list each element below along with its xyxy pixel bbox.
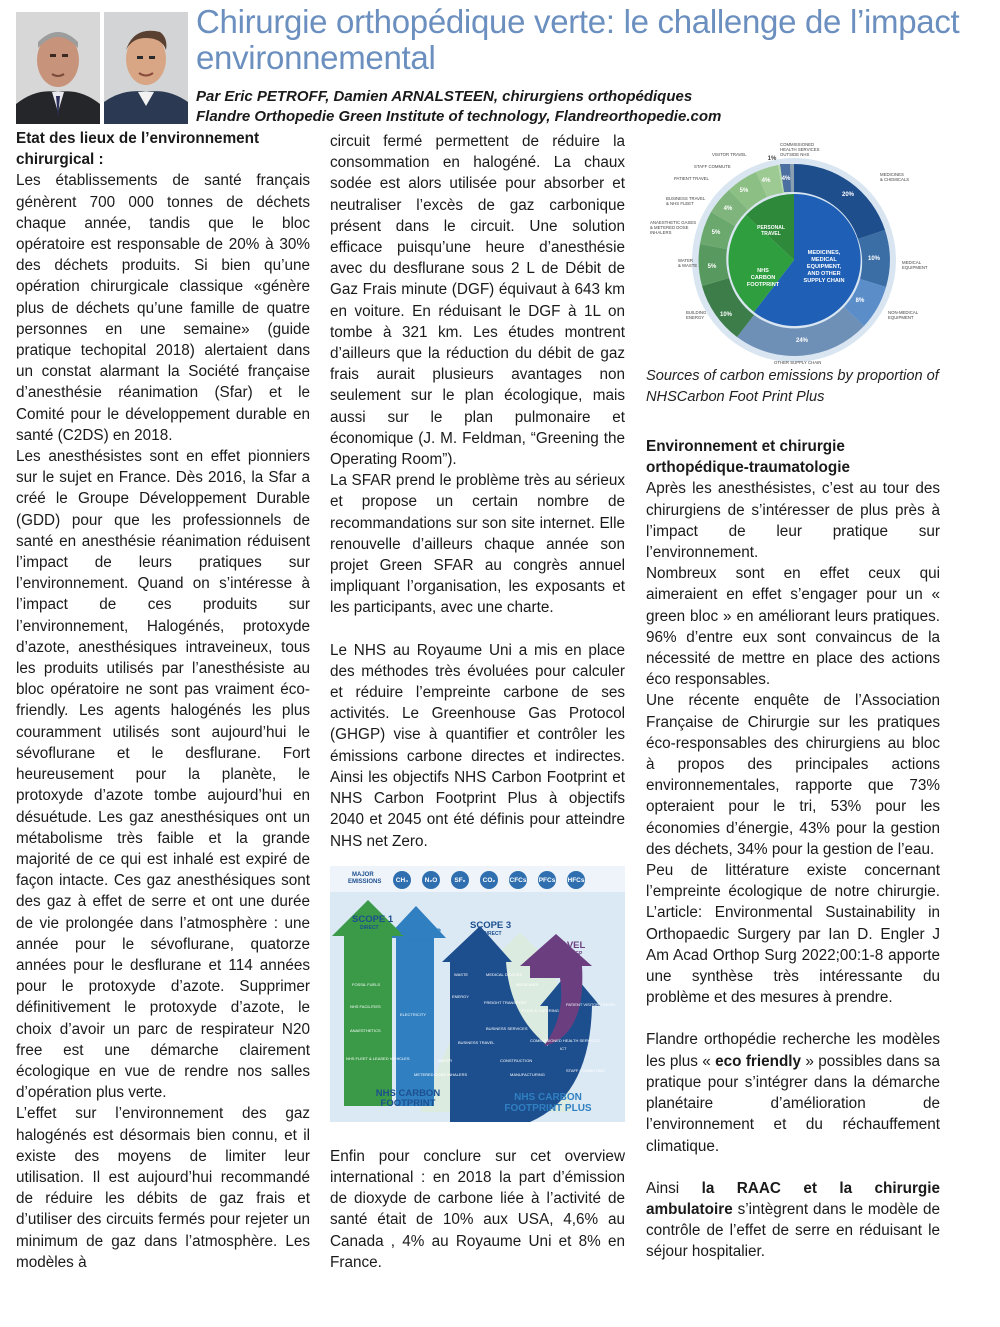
small-label: NHS FLEET & LEASED VEHICLES <box>346 1055 410 1061</box>
slice-value: 5% <box>739 188 749 194</box>
donut-center-label: MEDICINES, <box>807 250 841 256</box>
travel-sub: SCOPES <box>554 956 575 963</box>
donut-personal-label: TRAVEL <box>761 231 781 237</box>
donut-outer-label: EQUIPMENT <box>888 315 914 320</box>
small-label: NHS FACILITIES <box>350 1003 381 1009</box>
paragraph-raac: Ainsi la RAAC et la chirurgie ambulatoire s’intègrent dans le modèle de contrôle de l’effet de serre en réduisant le séjour hospitalier. <box>646 1179 940 1261</box>
small-label: FREIGHT TRANSPORT <box>484 999 528 1005</box>
gas-label: CO₂ <box>482 876 496 884</box>
byline-institute: Flandre Orthopedie Green Institute of technology, Flandreorthopedie.com <box>196 108 722 125</box>
nhs-cfp-label: FOOTPRINT PLUS <box>504 1102 592 1114</box>
donut-outer-label: OUTSIDE NHS <box>780 152 810 157</box>
small-label: PATIENT VISITOR TRAVEL <box>566 1001 616 1007</box>
byline <box>196 87 986 127</box>
slice-value: 20% <box>841 192 855 198</box>
major-label: MAJOR <box>352 871 374 878</box>
donut-outer-label: PATIENT TRAVEL <box>674 176 709 181</box>
slice-value: 8% <box>855 298 865 304</box>
small-label: STAFF COMMUTING <box>566 1067 605 1073</box>
donut-green-label: FOOTPRINT <box>746 282 780 288</box>
small-label: COMMISSIONED HEALTH SERVICES <box>530 1037 600 1043</box>
author-photo-2 <box>104 12 188 124</box>
paragraph: L’effet sur l’environnement des gaz halogénés est désormais bien connu, et il existe des moyens de limiter leur utilisation. Il est aujourd’hui recommandé de réduire les débits de gaz frais et d’utiliser des circuits fermés pour rejeter un minimum de gaz dans l’atmosphère. Les modèles à <box>16 1105 310 1271</box>
emphasis: la RAAC et la chirurgie ambulatoire <box>646 1179 940 1218</box>
article-header <box>0 0 1000 128</box>
small-label: ELECTRICITY <box>400 1011 427 1017</box>
small-label: ICT <box>560 1045 567 1051</box>
small-label: FOSSIL FUELS <box>352 981 381 987</box>
donut-outer-label: & WASTE <box>678 263 698 268</box>
gas-label: PFCs <box>538 876 556 884</box>
paragraph: Les établissements de santé français génèrent 700 000 tonnes de déchets chaque année, tandis que le bloc opératoire est responsable de 20% à 30% des déchets produits. Si bien qu’une opération chirurgicale classique «génère plus de déchets qu’une famille de quatre personnes en une semaine» (guide pratique techopital 2018) alertaient dans un constat alarmant la Société française d’anesthésie réanimation (Sfar) et le Comité pour le développement durable en santé (C2DS) en 2018. <box>16 172 310 444</box>
donut-center-label: EQUIPMENT, <box>806 264 842 270</box>
donut-outer-label: INHALERS <box>650 230 672 235</box>
scope3-title: SCOPE 3 <box>470 919 512 931</box>
donut-outer-label: BUILDING <box>686 310 707 315</box>
slice-value: 10% <box>867 256 881 262</box>
small-label: BUSINESS TRAVEL <box>458 1039 495 1045</box>
gas-label: HFCs <box>567 876 585 884</box>
paragraph-eco-friendly: Flandre orthopédie recherche les modèles les plus « eco friendly » possibles dans sa pratique pour s’intégrer dans la démarche planétaire d’amélioration de l’environnement et du réchauffement climatique. <box>646 1031 941 1155</box>
donut-outer-label: HEALTH SERVICES <box>780 147 820 152</box>
small-label: ENERGY <box>452 993 469 999</box>
paragraph: La SFAR prend le problème très au sérieux et propose un certain nombre de recommandations sur son site internet. Elle renouvelle d’ailleurs chaque année son projet Green SFAR au congrès annuel impliquant l’organisation, les exposants et les participants, avec une charte. <box>330 472 625 617</box>
gas-label: N₂O <box>424 876 438 884</box>
donut-outer-label: COMMISSIONED <box>780 142 815 147</box>
section-heading-etat: Etat des lieux de l’environnement chirurgical : <box>16 130 260 169</box>
donut-green-label: CARBON <box>750 275 776 281</box>
donut-outer-label: & METERED DOSE <box>650 225 689 230</box>
column-2 <box>330 131 625 1273</box>
donut-outer-label: OTHER SUPPLY CHAIN <box>774 360 822 365</box>
scopes-infographic <box>330 866 625 1122</box>
small-label: MEDICAL DEVICES <box>486 971 523 977</box>
donut-center-label: AND OTHER <box>807 271 841 277</box>
donut-outer-label: EQUIPMENT <box>902 265 928 270</box>
scope1-title: SCOPE 1 <box>352 913 394 925</box>
donut-outer-label: STAFF COMMUTE <box>694 164 731 169</box>
donut-outer-label: & CHEMICALS <box>880 177 910 182</box>
column-3 <box>646 140 940 1263</box>
nhs-cf-label: FOOTPRINT <box>380 1097 436 1109</box>
paragraph: circuit fermé permettent de réduire la consommation en halogéné. La chaux sodée est alors utilisée pour absorber et neutraliser l’excès de gaz carbonique présent dans le circuit. Une solution efficace puisqu’une heure d’anesthésie avec du desflurane sous 2 L de Débit de Gaz Frais minute (DGF) équivaut à 643 km en voiture. En réduisant le DGF à 1L on tombe à 321 km. Les études montrent d’ailleurs que la réduction du débit de gaz frais aurait plusieurs avantages non seulement sur le plan écologique, mais aussi sur le plan pulmonaire et économique (J. M. Feldman, “Greening the Operating Room”). <box>330 133 625 469</box>
small-label: WATER <box>438 1057 452 1063</box>
scope2-title: SCOPE 2 <box>400 926 442 938</box>
column-1 <box>16 128 310 1273</box>
figure-caption: Sources of carbon emissions by proportion of NHSCarbon Foot Print Plus <box>646 368 939 405</box>
section-heading-environnement: Environnement et chirurgie orthopédique-traumatologie <box>646 438 850 477</box>
gas-label: CFCs <box>509 876 527 884</box>
donut-outer-label: WATER <box>678 258 694 263</box>
travel-title: TRAVEL <box>548 939 586 951</box>
carbon-donut-chart <box>646 140 940 366</box>
donut-outer-label: MEDICINES <box>880 172 904 177</box>
scope2-sub: INDIRECT <box>408 937 432 944</box>
paragraph: Le NHS au Royaume Uni a mis en place des méthodes très évoluées pour calculer et réduire l’empreinte carbone de ses activités. Le Greenhouse Gas Protocol (GHGP) vise à quantifier et contrôler les émissions carbone directes et indirectes. Ainsi les objectifs NHS Carbon Footprint et NHS Carbon Footprint Plus à objectifs 2040 et 2045 ont été définis pour atteindre NHS net Zero. <box>330 641 625 850</box>
donut-personal-label: PERSONAL <box>757 225 785 231</box>
paragraph: Les anesthésistes sont en effet pionniers sur le sujet en France. Dès 2016, la Sfar a créé le Groupe Développement Durable (GDD) pour que les professionnels de santé en anesthésie réanimation réduisent l’impact de leurs pratiques sur l’environnement. Quand on s’intéresse à l’impact de ces produits sur l’environnement, Halogénés, protoxyde d’azote, anesthésiques intraveineux, tous les produits utilisés par l’anesthésiste au bloc opératoire ne sont pas vraiment éco-friendly. Les agents halogénés les plus couramment utilisés sont aujourd’hui le sévoflurane et le desflurane. Fort heureusement pour la planète, le protoxyde d’azote tombe aujourd’hui en désuétude. Les gaz anesthésiques ont un métabolisme très faible et la grande majorité de ce qui est inhalé est expiré de façon intacte. Ces gaz anesthésiques sont des gaz à effet de serre et ont une durée de vie prolongée dans l’atmosphère : une année pour le sévoflurane, quatorze années pour le desflurane et 114 années pour le protoxyde d’azote. Supprimer définitivement le protoxyde d’azote, le choix d’avoir un parc de respirateur N20 free est une démarche clairement écologique en vue de rendre nos salles d’opération plus verte. <box>16 448 310 1102</box>
donut-outer-label: & NHS FLEET <box>666 201 694 206</box>
nhs-cf-label: NHS CARBON <box>375 1087 441 1099</box>
small-label: ANAESTHETICS <box>350 1027 381 1033</box>
gas-label: SF₆ <box>454 876 466 884</box>
author-photo-1 <box>16 12 100 124</box>
donut-outer-label: BUSINESS TRAVEL <box>666 196 706 201</box>
donut-outer-label: NON-MEDICAL <box>888 310 919 315</box>
travel-sub: OUTSIDE GHGP <box>544 950 583 957</box>
scope3-sub: INDIRECT <box>478 930 502 937</box>
paragraph: Enfin pour conclure sur cet overview international : en 2018 la part d’émission de dioxyde de carbone liée à l’activité de santé était de 10% aux USA, 4,6% au Canada , 4% au Royaume Uni et 8% en France. <box>330 1147 625 1271</box>
donut-green-label: NHS <box>757 268 769 274</box>
slice-value: 10% <box>719 312 733 318</box>
paragraph: Peu de littérature existe concernant l’empreinte écologique de notre chirurgie. L’article: Environmental Sustainability in Orthopaedic Surgery par Ian D. Engler J Am Acad Orthop Surg 2022;00:1-8 apporte une synthèse très intéressante du problème et des mesures à prendre. <box>646 862 940 1007</box>
paragraph: Une récente enquête de l’Association Française de Chirurgie sur les pratiques éco-responsables des chirurgiens au bloc à propos des principales actions environnementales, rapporte que 73% opteraient pour le tri, 53% pour les économies d’énergie, 43% pour la gestion des déchets, 34% pour la gestion de l’eau. <box>646 692 940 858</box>
small-label: FOOD & CATERING <box>522 1007 559 1013</box>
emphasis: eco friendly <box>715 1052 802 1070</box>
slice-value: 4% <box>761 178 771 184</box>
donut-outer-label: ANAESTHETIC GASES <box>650 220 697 225</box>
nhs-cfp-label: NHS CARBON <box>514 1091 582 1103</box>
donut-outer-label: MEDICAL <box>902 260 922 265</box>
major-label: EMISSIONS <box>348 878 382 885</box>
small-label: MANUFACTURING <box>510 1071 545 1077</box>
donut-center-label: SUPPLY CHAIN <box>803 278 845 284</box>
donut-center-label: MEDICAL <box>811 257 837 263</box>
donut-outer-label: VISITOR TRAVEL <box>712 152 747 157</box>
slice-value: 4% <box>723 206 733 212</box>
byline-authors: Par Eric PETROFF, Damien ARNALSTEEN, chirurgiens orthopédiques <box>196 88 693 105</box>
small-label: METERED DOSE INHALERS <box>414 1071 468 1077</box>
small-label: CONSTRUCTION <box>500 1057 533 1063</box>
slice-value: 4% <box>781 176 791 182</box>
small-label: MEDICINES <box>516 981 539 987</box>
slice-value: 24% <box>795 338 809 344</box>
scope1-sub: DIRECT <box>360 924 379 931</box>
slice-value: 5% <box>707 264 717 270</box>
paragraph: Après les anesthésistes, c’est au tour des chirurgiens de s’intéresser de plus près à l’impact de leur pratique sur l’environnement. <box>646 480 940 562</box>
slice-value: 1% <box>767 156 777 162</box>
gas-label: CH₄ <box>395 876 409 884</box>
paragraph: Nombreux sont en effet ceux qui aimeraient en effet s’engager pour un « green bloc » en améliorant leurs pratiques. 96% d’entre eux sont convaincus de la nécessité de mettre en place des actions éco responsables. <box>646 565 940 689</box>
small-label: BUSINESS SERVICES <box>486 1025 528 1031</box>
donut-outer-label: ENERGY <box>686 315 705 320</box>
article-title: Chirurgie orthopédique verte: le challenge de l’impact environnemental <box>196 3 960 76</box>
small-label: WASTE <box>454 971 469 977</box>
slice-value: 5% <box>711 230 721 236</box>
